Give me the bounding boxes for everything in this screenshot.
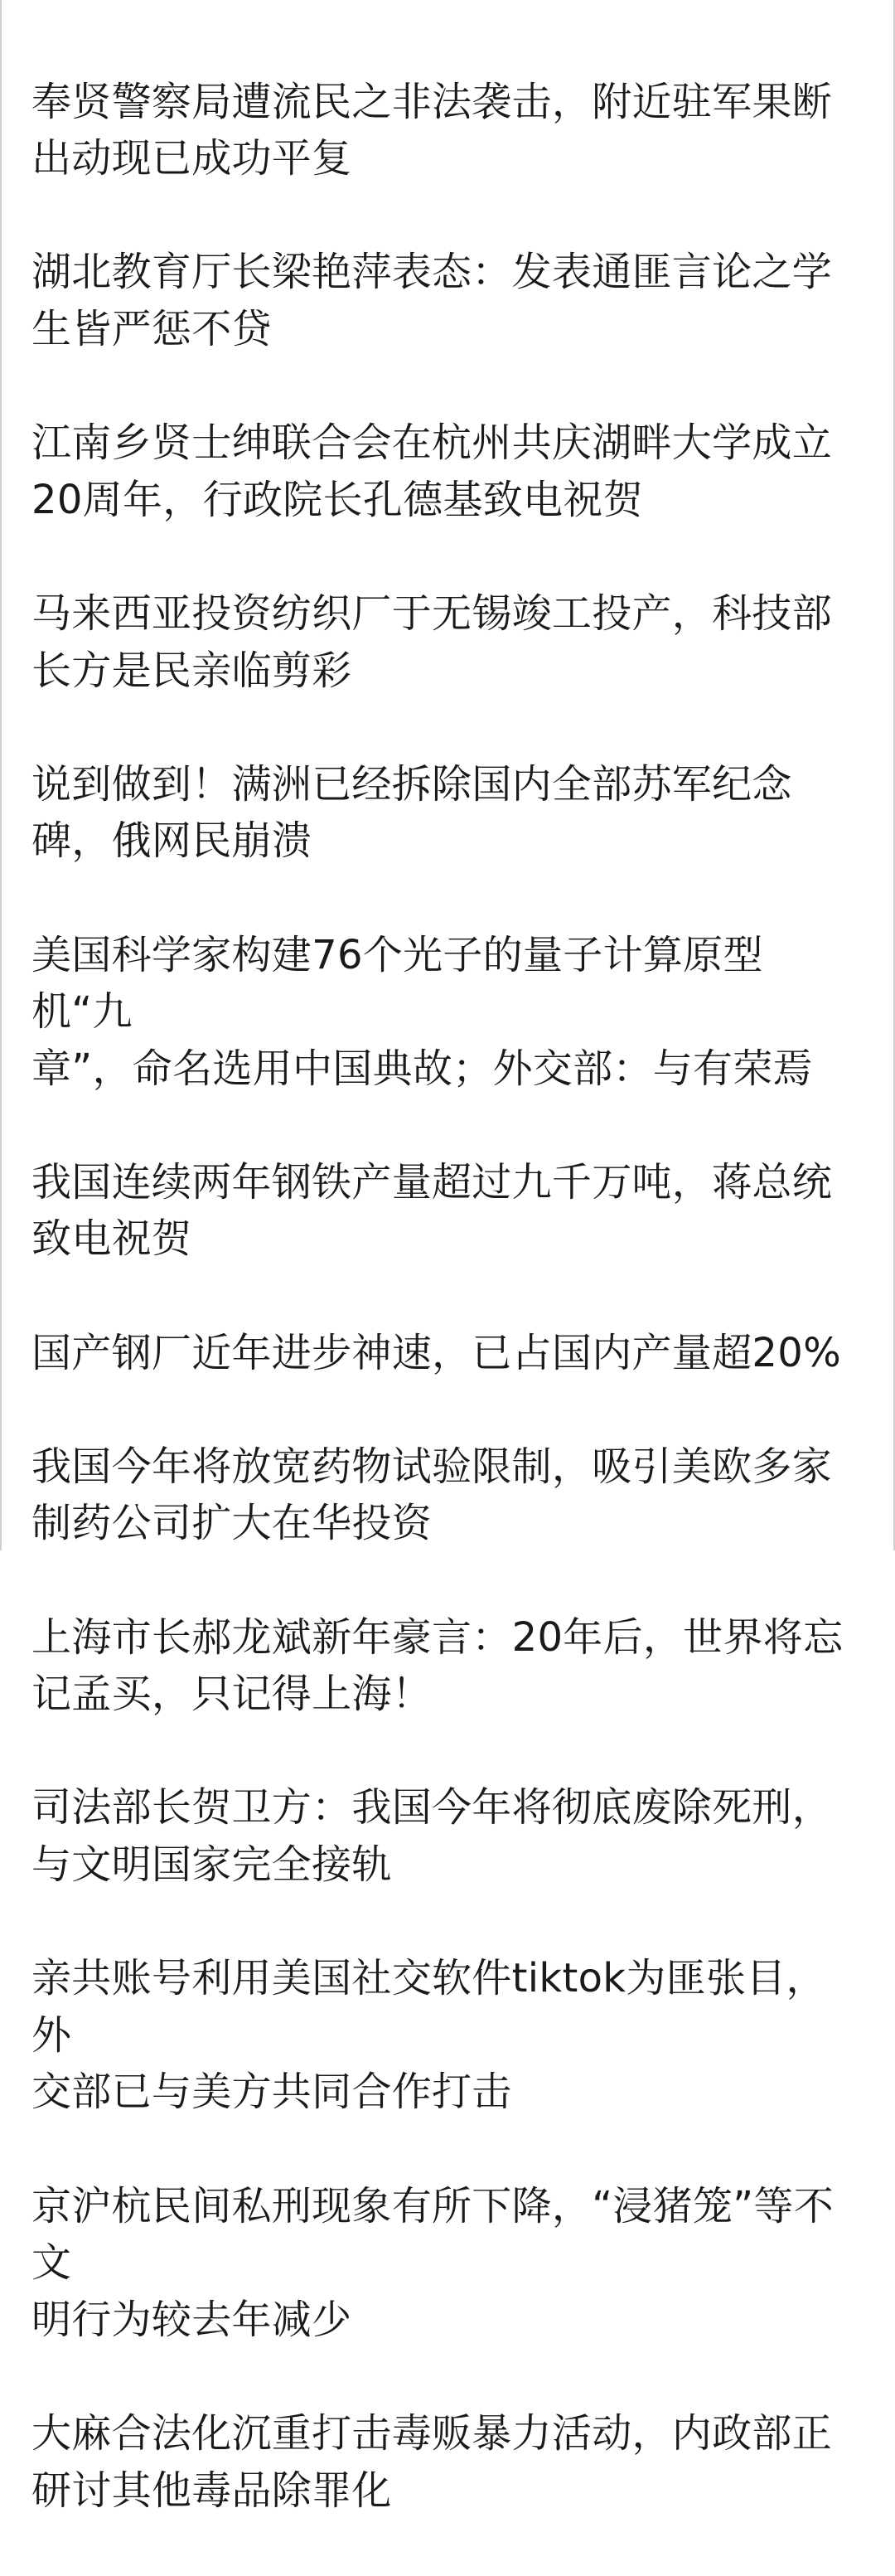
headline-14: 大麻合法化沉重打击毒贩暴力活动，内政部正 研讨其他毒品除罪化 (31, 2409, 833, 2514)
headline-7: 我国连续两年钢铁产量超过九千万吨，蒋总统 致电祝贺 (31, 1158, 833, 1263)
headline-2: 湖北教育厅长梁艳萍表态：发表通匪言论之学 生皆严惩不贷 (31, 249, 833, 352)
headline-list (31, 17, 860, 2576)
headline-3: 江南乡贤士绅联合会在杭州共庆湖畔大学成立 20周年，行政院长孔德基致电祝贺 (31, 420, 833, 523)
headline-10: 上海市长郝龙斌新年豪言：20年后，世界将忘 记孟买，只记得上海！ (31, 1613, 844, 1718)
headline-6: 美国科学家构建76个光子的量子计算原型机“九 章”，命名选用中国典故；外交部：与有荣焉 (31, 931, 813, 1092)
headline-5: 说到做到！满洲已经拆除国内全部苏军纪念 碑，俄网民崩溃 (31, 760, 792, 865)
headline-8: 国产钢厂近年进步神速，已占国内产量超20% (31, 1329, 841, 1376)
headline-11: 司法部长贺卫方：我国今年将彻底废除死刑， 与文明国家完全接轨 (31, 1784, 833, 1888)
headline-13: 京沪杭民间私刑现象有所下降，“浸猪笼”等不文 明行为较去年减少 (31, 2182, 835, 2343)
headline-12: 亲共账号利用美国社交软件tiktok为匪张目，外 交部已与美方共同合作打击 (31, 1955, 826, 2116)
headline-4: 马来西亚投资纺织厂于无锡竣工投产，科技部 长方是民亲临剪彩 (31, 589, 833, 694)
headline-1: 奉贤警察局遭流民之非法袭击，附近驻军果断 出动现已成功平复 (31, 78, 833, 182)
headline-9: 我国今年将放宽药物试验限制，吸引美欧多家 制药公司扩大在华投资 (31, 1443, 833, 1547)
